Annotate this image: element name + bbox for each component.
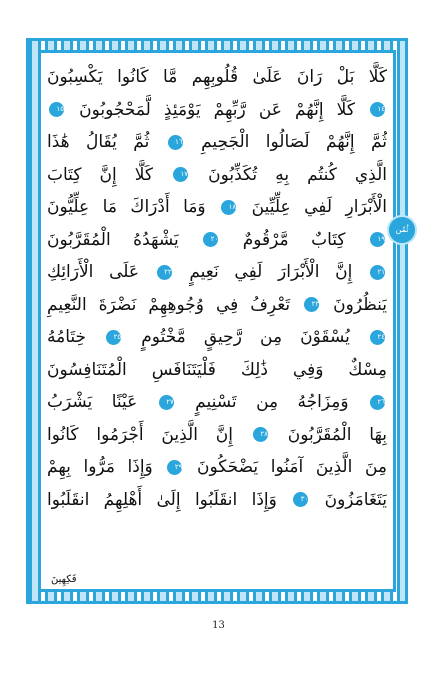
ayah-number-marker: ٢٨ xyxy=(253,427,268,442)
text-line xyxy=(47,289,387,322)
verse-text: وَإِذَا انقَلَبُوا إِلَىٰ أَهْلِهِمُ انقَلَبُوا xyxy=(47,489,277,510)
ayah-number-marker: ١٨ xyxy=(221,200,236,215)
verse-text: وَإِذَا مَرُّوا بِهِمْ xyxy=(47,457,153,477)
verse-text: إِنَّ الْأَبْرَارَ لَفِي نَعِيمٍ xyxy=(189,262,353,282)
text-line xyxy=(47,159,387,192)
ayah-number-marker: ٢٩ xyxy=(167,460,182,475)
verse-text: يَشْهَدُهُ الْمُقَرَّبُونَ xyxy=(47,229,179,250)
ayah-number-marker: ١٤ xyxy=(370,102,385,117)
ayah-number-marker: ٢٠ xyxy=(203,232,218,247)
verse-text: إِنَّ الَّذِينَ أَجْرَمُوا كَانُوا xyxy=(47,424,233,445)
page-number: 13 xyxy=(212,620,225,631)
ayah-number-marker: ٢٣ xyxy=(304,297,319,312)
verse-text: يَتَغَامَزُونَ xyxy=(324,489,387,510)
ayah-number-marker: ٢٦ xyxy=(370,395,385,410)
ayah-number-marker: ١٦ xyxy=(168,135,183,150)
text-line xyxy=(47,191,387,224)
page-border xyxy=(26,38,408,604)
verse-text: وَمَا أَدْرَاكَ مَا عِلِّيُّونَ xyxy=(47,197,206,217)
ayah-number-marker: ٢٢ xyxy=(157,265,172,280)
ayah-number-marker: ٢٥ xyxy=(106,330,121,345)
verse-text: عَيْنًا يَشْرَبُ xyxy=(47,392,138,412)
verse-text: كَلَّا بَلْ رَانَ عَلَىٰ قُلُوبِهِم مَّا كَانُوا يَكْسِبُونَ xyxy=(47,67,387,87)
ayah-number-marker: ١٥ xyxy=(49,102,64,117)
verse-text: كَلَّا إِنَّهُمْ عَن رَّبِّهِمْ يَوْمَئِذٍ لَّمَحْجُوبُونَ xyxy=(79,99,355,120)
verse-text: خِتَامُهُ xyxy=(47,327,87,347)
text-line xyxy=(47,224,387,257)
verse-text: الَّذِي كُنتُم بِهِ تُكَذِّبُونَ xyxy=(208,164,387,185)
verse-text: كِتَابٌ مَّرْقُومٌ xyxy=(242,229,346,250)
verse-text: مِنَ الَّذِينَ آمَنُوا يَضْحَكُونَ xyxy=(197,457,387,477)
catchword: فَكِهِينَ xyxy=(51,574,77,585)
ayah-number-marker: ٣٠ xyxy=(293,492,308,507)
text-line xyxy=(47,354,387,387)
verse-text: وَمِزَاجُهُ مِن تَسْنِيمٍ xyxy=(195,392,349,412)
text-area xyxy=(38,50,409,592)
text-line xyxy=(47,451,387,484)
verse-text: كَلَّا إِنَّ كِتَابَ xyxy=(47,164,153,185)
text-line xyxy=(47,386,387,419)
verse-text: مِسْكٌ وَفِي ذَٰلِكَ فَلْيَتَنَافَسِ الْمُتَنَافِسُونَ xyxy=(47,359,387,380)
text-line xyxy=(47,94,387,127)
text-line xyxy=(47,484,387,517)
text-line xyxy=(47,419,387,452)
ayah-number-marker: ٢١ xyxy=(370,265,385,280)
text-line xyxy=(47,61,387,94)
ayah-number-marker: ١٧ xyxy=(173,167,188,182)
text-line xyxy=(47,256,387,289)
hizb-marker-icon: ثُمُن xyxy=(387,215,417,245)
verse-text: ثُمَّ يُقَالُ هَٰذَا xyxy=(47,132,150,152)
verse-text: تَعْرِفُ فِي وُجُوهِهِمْ نَضْرَةَ النَّعِيمِ xyxy=(47,294,291,315)
text-line xyxy=(47,126,387,159)
verse-text: بِهَا الْمُقَرَّبُونَ xyxy=(287,424,387,445)
verse-text: ثُمَّ إِنَّهُمْ لَصَالُوا الْجَحِيمِ xyxy=(201,132,387,152)
ayah-number-marker: ١٩ xyxy=(370,232,385,247)
ayah-number-marker: ٢٧ xyxy=(159,395,174,410)
verse-text: الْأَبْرَارِ لَفِي عِلِّيِّينَ xyxy=(251,197,387,217)
text-line xyxy=(47,321,387,354)
verse-text: عَلَى الْأَرَائِكِ xyxy=(47,262,140,282)
verse-text: يَنظُرُونَ xyxy=(333,294,387,315)
ayah-number-marker: ٢٤ xyxy=(370,330,385,345)
quran-text-lines xyxy=(47,61,387,516)
verse-text: يُسْقَوْنَ مِن رَّحِيقٍ مَّخْتُومٍ xyxy=(141,327,350,347)
